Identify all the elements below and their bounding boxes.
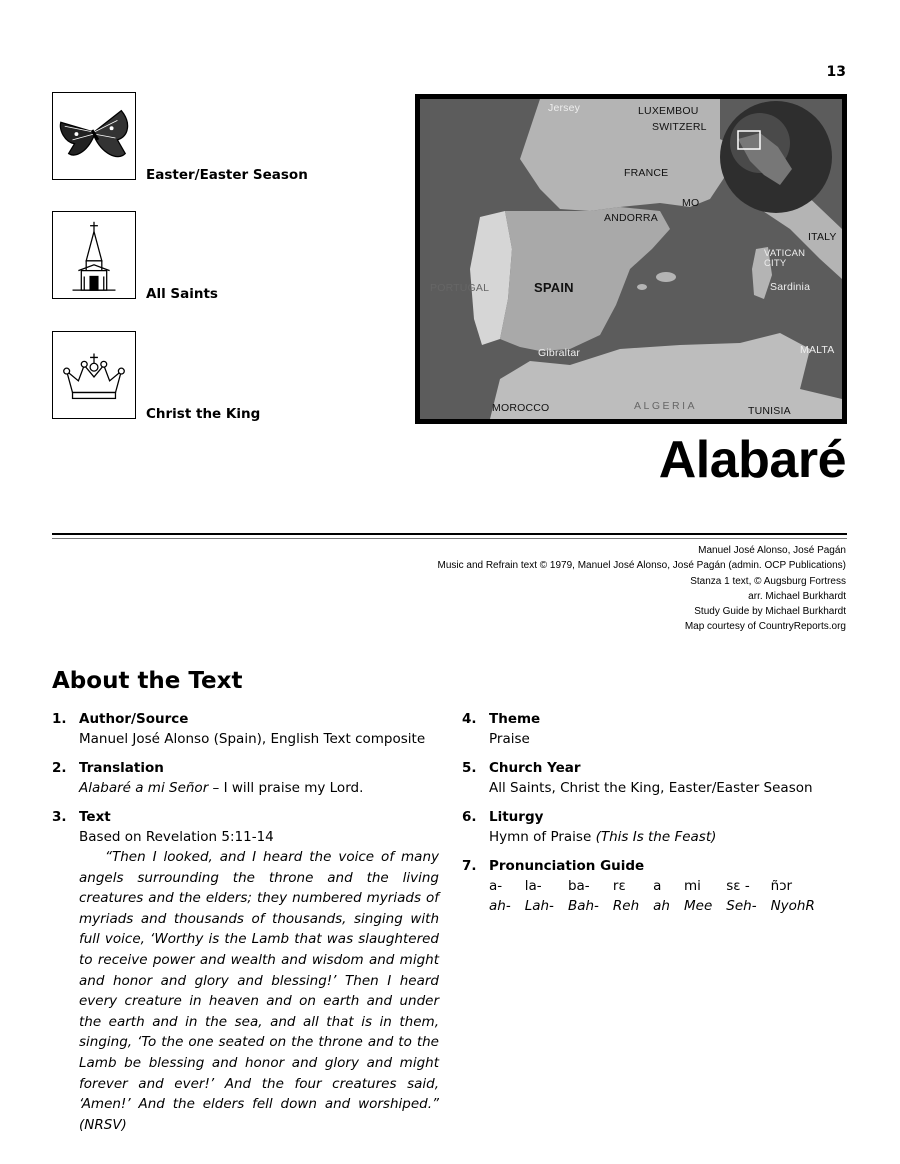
ipa-row (489, 876, 829, 896)
map-label-sardinia: Sardinia (770, 281, 811, 293)
item-number: 5. (462, 760, 477, 776)
phonetic-syllable: NyohR (770, 898, 815, 914)
crown-icon (52, 331, 136, 419)
item-text: Manuel José Alonso (Spain), English Text composite (79, 731, 426, 747)
item-heading: Translation (79, 760, 164, 776)
item-text: Based on Revelation 5:11-14 (79, 829, 274, 845)
item-text-plain: – I will praise my Lord. (208, 780, 364, 796)
phonetic-syllable: ah- (489, 898, 511, 914)
item-text-italic: Alabaré a mi Señor (79, 780, 209, 796)
item-number: 2. (52, 760, 67, 776)
phonetic-syllable: Seh- (726, 898, 757, 914)
ipa-syllable: ba- (567, 878, 590, 894)
pronunciation-table (489, 876, 829, 916)
map-label-malta: MALTA (800, 344, 835, 356)
map-label-italy: ITALY (808, 231, 837, 243)
item-heading: Author/Source (79, 711, 189, 727)
divider (52, 533, 847, 535)
map-label-monaco: MO (682, 197, 700, 209)
credit-line: arr. Michael Burkhardt (748, 590, 846, 602)
ipa-syllable: sɛ - (726, 878, 750, 894)
phonetic-syllable: ah (653, 898, 670, 914)
item-heading: Text (79, 809, 111, 825)
phonetic-syllable: Bah- (567, 898, 599, 914)
map-label-france: FRANCE (624, 167, 669, 179)
map-label-jersey: Jersey (548, 102, 581, 114)
season-label: Christ the King (146, 406, 261, 422)
credit-line: Study Guide by Michael Burkhardt (694, 606, 846, 618)
divider (52, 538, 847, 539)
scripture-quote: “Then I looked, and I heard the voice of many angels surrounding the throne and the living creatures and the elders; they numbered myriads of myriads and thousands of thousands, singing with full voice, ‘Worthy is the Lamb that was slaughtered to receive power and wealth and wisdom and might and honor and glory and blessing!’ Then I heard every creature in heaven and on earth and under the earth and in the sea, and all that is in them, singing, ‘To the one seated on the throne and to the Lamb be blessing and honor and glory and might forever and ever!’ And the four creatures said, ‘Amen!’ And the elders fell down and worshiped.” (NRSV) (79, 849, 439, 1133)
page-number: 13 (826, 64, 846, 80)
item-number: 3. (52, 809, 67, 825)
item-heading: Theme (489, 711, 541, 727)
phonetic-syllable: Reh (612, 898, 640, 914)
item-number: 6. (462, 809, 477, 825)
ipa-syllable: ñɔr (770, 878, 793, 894)
item-text-italic: (This Is the Feast) (595, 829, 717, 845)
item-heading: Church Year (489, 760, 581, 776)
ipa-syllable: rɛ (612, 878, 626, 894)
season-label: All Saints (146, 286, 218, 302)
season-label: Easter/Easter Season (146, 167, 308, 183)
map-label-algeria: ALGERIA (634, 400, 698, 412)
item-text (489, 827, 716, 847)
ipa-syllable: mi (684, 878, 701, 894)
item-text (79, 778, 363, 798)
item-text: All Saints, Christ the King, Easter/Easter Season (489, 780, 813, 796)
church-icon (52, 211, 136, 299)
map-label-switzerland: SWITZERL (652, 121, 707, 133)
phonetic-row (489, 896, 829, 916)
item-number: 7. (462, 858, 477, 874)
credit-line: Stanza 1 text, © Augsburg Fortress (690, 575, 846, 587)
ipa-syllable: la- (524, 878, 542, 894)
map-of-spain (415, 94, 847, 424)
map-label-luxembourg: LUXEMBOU (638, 105, 699, 117)
map-label-portugal: PORTUGAL (430, 282, 490, 294)
item-text-plain: Hymn of Praise (489, 829, 596, 845)
item-heading: Liturgy (489, 809, 544, 825)
butterfly-icon (52, 92, 136, 180)
item-text: Praise (489, 731, 530, 747)
section-heading: About the Text (52, 668, 243, 694)
map-label-morocco: MOROCCO (492, 402, 550, 414)
item-number: 4. (462, 711, 477, 727)
map-label-andorra: ANDORRA (604, 212, 658, 224)
ipa-syllable: a (653, 878, 662, 894)
credit-line: Map courtesy of CountryReports.org (684, 621, 846, 633)
map-label-gibraltar: Gibraltar (538, 347, 581, 359)
map-label-spain: SPAIN (534, 280, 574, 295)
map-label-tunisia: TUNISIA (748, 405, 791, 417)
credit-line: Manuel José Alonso, José Pagán (698, 545, 846, 556)
credit-line: Music and Refrain text © 1979, Manuel José Alonso, José Pagán (admin. OCP Publications) (437, 560, 846, 572)
page-title: Alabaré (658, 431, 846, 489)
phonetic-syllable: Mee (684, 898, 713, 914)
phonetic-syllable: Lah- (524, 898, 554, 914)
map-label-vatican: VATICAN CITY (764, 248, 806, 269)
item-number: 1. (52, 711, 67, 727)
ipa-syllable: a- (489, 878, 503, 894)
credits (437, 543, 846, 635)
item-heading: Pronunciation Guide (489, 858, 645, 874)
